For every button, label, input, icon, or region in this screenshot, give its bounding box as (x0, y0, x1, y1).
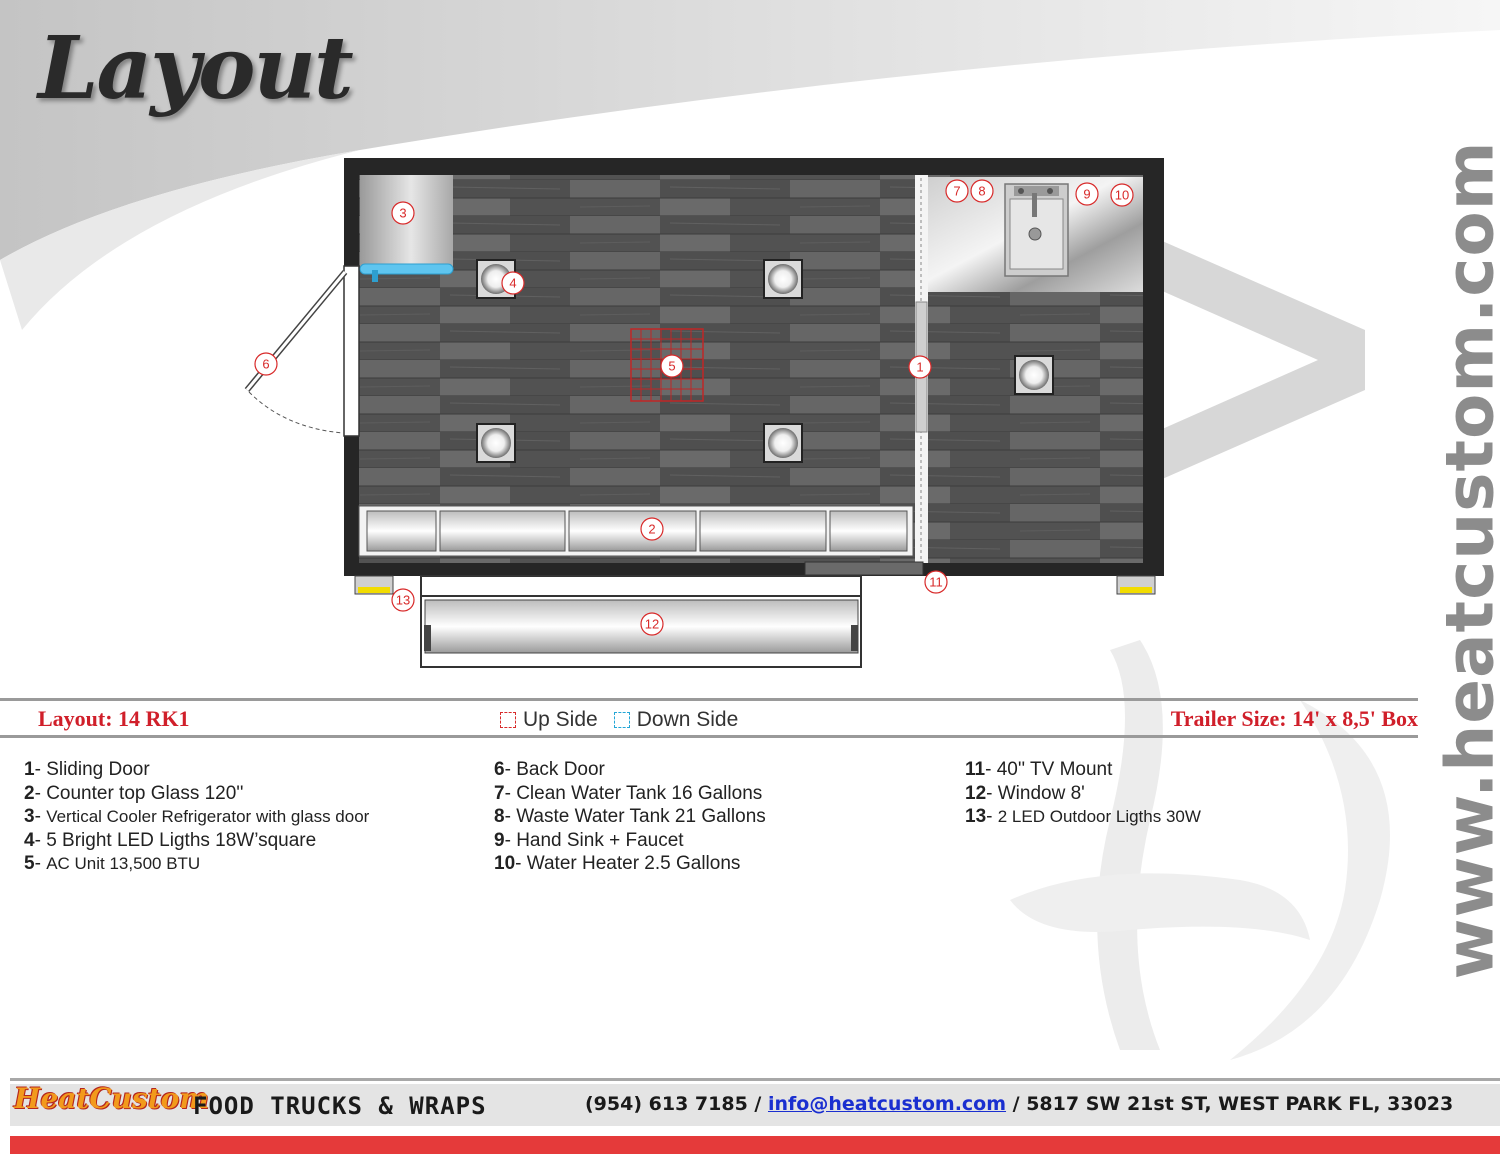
list-item: 8- Waste Water Tank 21 Gallons (494, 806, 766, 827)
info-bar-bottom-line (0, 735, 1418, 738)
legend-down-side: Down Side (636, 708, 739, 731)
svg-text:5: 5 (668, 358, 676, 374)
list-item: 5- AC Unit 13,500 BTU (24, 853, 201, 874)
list-item: 2- Counter top Glass 120'' (24, 782, 244, 804)
svg-text:10: 10 (1114, 187, 1130, 203)
vertical-cooler-refrigerator (360, 175, 453, 282)
trailer-size: Trailer Size: 14' x 8,5' Box (1170, 706, 1418, 731)
up-side-swatch (500, 712, 516, 728)
tv-mount (805, 562, 923, 575)
svg-text:13: 13 (395, 592, 411, 608)
contact-email-link[interactable]: info@heatcustom.com (767, 1093, 1007, 1115)
list-item: 11- 40'' TV Mount (965, 759, 1113, 780)
svg-text:7: 7 (953, 183, 961, 199)
svg-text:4: 4 (509, 275, 517, 291)
legend (500, 708, 738, 732)
contact-address: 5817 SW 21st ST, WEST PARK FL, 33023 (1026, 1093, 1454, 1115)
legend-up-side: Up Side (523, 708, 598, 731)
info-bar-top-line (0, 698, 1418, 701)
list-item: 7- Clean Water Tank 16 Gallons (494, 782, 763, 804)
items-column-2 (494, 758, 766, 876)
svg-text:11: 11 (929, 574, 943, 590)
back-door (247, 266, 359, 436)
marker-6 (255, 353, 277, 375)
marker-2 (641, 518, 663, 540)
marker-12 (641, 613, 663, 635)
page-title: Layout (38, 18, 352, 119)
list-item: 6- Back Door (494, 759, 605, 780)
svg-text:12: 12 (644, 616, 660, 632)
down-side-swatch (614, 712, 630, 728)
list-item: 12- Window 8' (965, 782, 1085, 804)
glass-counter (359, 506, 913, 556)
svg-text:6: 6 (262, 356, 270, 372)
marker-9 (1076, 183, 1098, 205)
marker-13 (392, 589, 414, 611)
svg-text:1: 1 (916, 359, 924, 375)
brand-tagline: FOOD TRUCKS & WRAPS (193, 1092, 487, 1120)
brand-logo: HeatCustom (14, 1082, 209, 1115)
svg-text:9: 9 (1083, 186, 1091, 202)
footer-divider (10, 1078, 1500, 1081)
list-item: 4- 5 Bright LED Ligths 18W’square (24, 829, 317, 851)
list-item: 9- Hand Sink + Faucet (494, 829, 684, 851)
layout-code: Layout: 14 RK1 (38, 706, 190, 731)
list-item: 13- 2 LED Outdoor Ligths 30W (965, 806, 1201, 827)
list-item: 10- Water Heater 2.5 Gallons (494, 853, 741, 874)
contact-phone: (954) 613 7185 (585, 1093, 748, 1115)
items-column-1 (24, 758, 369, 876)
items-column-3 (965, 758, 1201, 829)
marker-7 (946, 180, 968, 202)
footer-red-strip (10, 1136, 1500, 1154)
contact-line: (954) 613 7185 / info@heatcustom.com / 5817 SW 21st ST, WEST PARK FL, 33023 (585, 1093, 1454, 1115)
website-watermark: www.heatcustom.com (1431, 140, 1509, 980)
marker-5 (661, 355, 683, 377)
svg-text:8: 8 (978, 183, 986, 199)
marker-10 (1111, 184, 1133, 206)
marker-8 (971, 180, 993, 202)
svg-text:3: 3 (399, 205, 407, 221)
marker-1 (909, 356, 931, 378)
marker-4 (502, 272, 524, 294)
svg-text:2: 2 (648, 521, 656, 537)
info-bar (0, 704, 1418, 734)
marker-11 (925, 571, 947, 593)
marker-3 (392, 202, 414, 224)
list-item: 1- Sliding Door (24, 759, 150, 780)
list-item: 3- Vertical Cooler Refrigerator with glass door (24, 806, 370, 827)
